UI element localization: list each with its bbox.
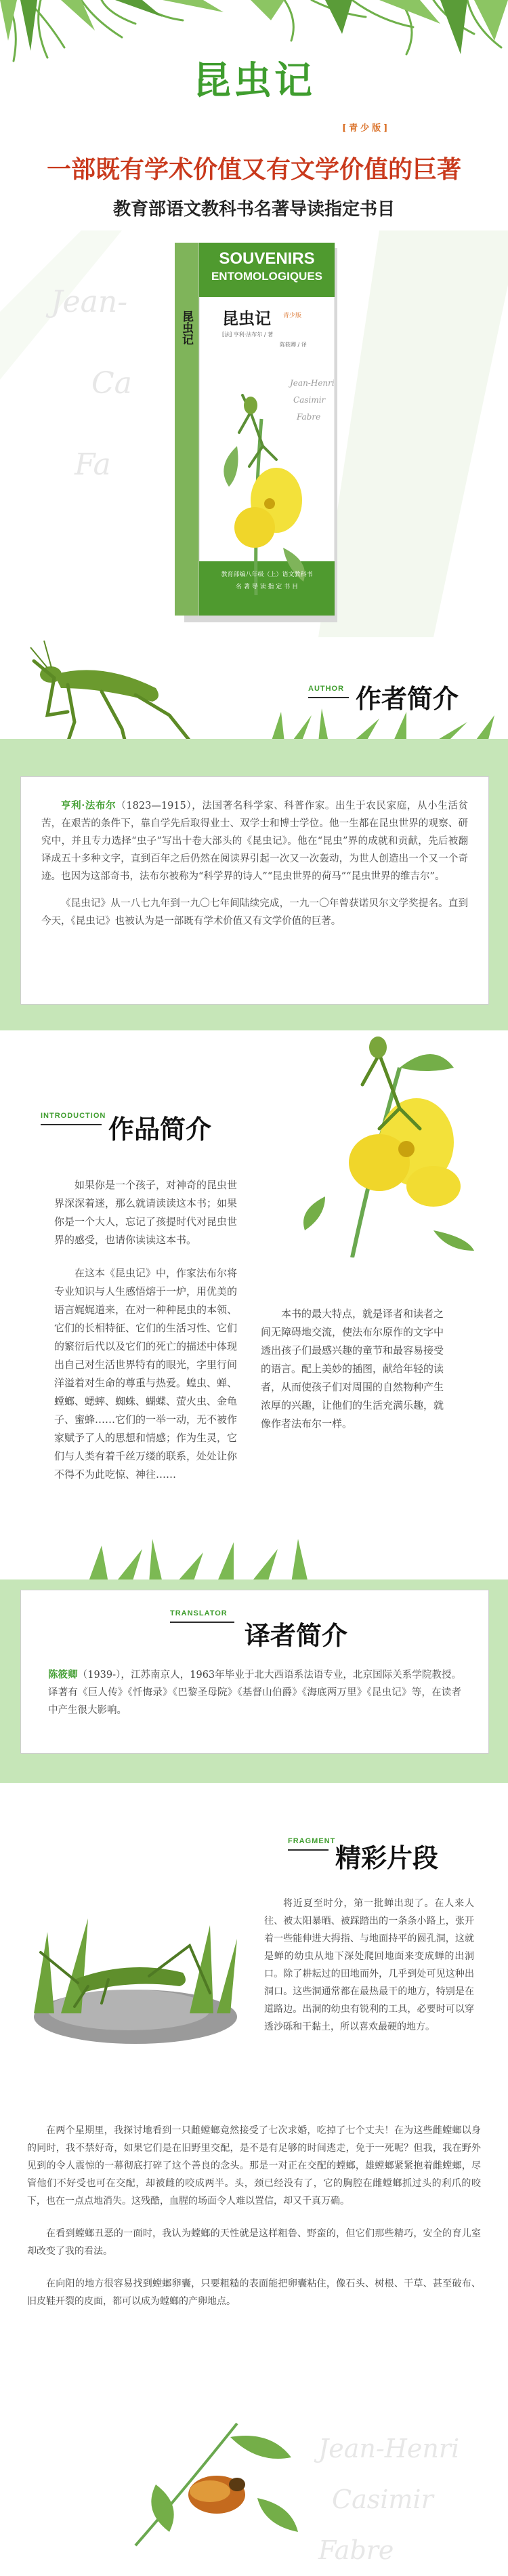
intro-label: INTRODUCTION	[41, 1112, 106, 1120]
bottom-watermark-line2: Casimir	[332, 2484, 433, 2514]
grass-divider-1	[0, 708, 508, 742]
book-title-bottom: ENTOMOLOGIQUES	[211, 270, 323, 283]
bottom-watermark-line3: Fabre	[318, 2535, 394, 2565]
book-cover-art	[175, 243, 337, 622]
book-script-2: Casimir	[293, 395, 326, 405]
page-subtitle: 一部既有学术价值又有文学价值的巨著	[46, 155, 461, 184]
watermark-line3: Fa	[75, 447, 111, 482]
fragment-title-line	[288, 1849, 329, 1851]
author-card	[20, 776, 489, 1005]
book-spine-title: 昆虫记	[179, 310, 193, 345]
book-footer-2: 名 著 导 读 指 定 书 目	[235, 584, 299, 590]
author-label: AUTHOR	[308, 685, 345, 693]
book-translator: 陈筱卿 / 译	[280, 342, 307, 348]
fragment-body	[27, 2122, 481, 2325]
book-script-3: Fabre	[297, 412, 321, 422]
bottom-watermark-line1: Jean-Henri	[318, 2434, 460, 2463]
intro-column-left	[54, 1176, 237, 1499]
book-title-top: SOUVENIRS	[219, 249, 315, 268]
intro-title: 作品简介	[108, 1114, 212, 1144]
flower-mantis-illustration	[298, 1027, 501, 1257]
fragment-paragraph-4: 在向阳的地方很容易找到螳螂卵囊，只要粗糙的表面能把卵囊粘住，像石头、树根、干草、甚至破布、旧皮鞋开裂的皮面，都可以成为螳螂的产卵地点。	[27, 2278, 481, 2307]
grass-divider-2	[0, 1535, 508, 1583]
page-tagline: 教育部语文教科书名著导读指定书目	[112, 199, 395, 220]
translator-label: TRANSLATOR	[170, 1609, 228, 1617]
book-footer-1: 教育部编八年级（上）语文教科书	[221, 571, 313, 578]
translator-title: 译者简介	[245, 1620, 348, 1651]
translator-card	[20, 1590, 489, 1754]
translator-name: 陈筱卿	[48, 1669, 78, 1681]
grasshopper-illustration	[27, 1891, 244, 2054]
fragment-label: FRAGMENT	[288, 1837, 336, 1845]
author-bio-paragraph: 亨利·法布尔（1823—1915），法国著名科学家、科普作家。出生于农民家庭，从小生活贫苦，在艰苦的条件下，靠自学先后取得业士、双学士和博士学位。他一生都在昆虫世界的观察、研究中，并且专力选择“虫子”写出十卷大部头的《昆虫记》。他在“昆虫”界的成就和贡献，先后被翻译成五十多种文字，直到百年之后仍然在阅读界引起一次又一次轰动，为世人创造出一个又一个奇迹。也因为这部奇书，法布尔被称为“科学界的诗人”“昆虫世界的荷马”“昆虫世界的维吉尔”。	[41, 800, 468, 882]
fragment-paragraph-2: 在两个星期里，我探讨地看到一只雌螳螂竟然接受了七次求婚，吃掉了七个丈夫！在为这些雌螳螂以身的同时，我不禁好奇，如果它们是在旧野里交配，是不是有足够的时间逃走，免于一死呢？但我，我在野外见到的令人震惊的一幕彻底打碎了这个善良的念头。那是一对正在交配的螳螂，雄螳螂紧紧抱着雌螳螂，尽管他们不好受也可在交配，却被雌的咬成两半。头，颈已经没有了，它的胸腔在雌螳螂抓过头的利爪的咬下，也在一点点地消失。这残酷，血腥的场面令人难以置信，却又千真万确。	[27, 2125, 481, 2207]
watermark-line2: Ca	[91, 366, 132, 401]
cicada-illustration	[129, 2410, 305, 2559]
book-cover	[175, 243, 337, 622]
author-book-paragraph: 《昆虫记》从一八七九年到一九〇七年间陆续完成，一九一〇年曾获诺贝尔文学奖提名。直到今天，《昆虫记》也被认为是一部既有学术价值又有文学价值的巨著。	[41, 898, 468, 927]
intro-paragraph-2: 在这本《昆虫记》中，作家法布尔将专业知识与人生感悟熔于一炉，用优美的语言娓娓道来，在对一种种昆虫的本领、它们的长相特征、它们的生活习性、它们的繁衍后代以及它们的死亡的描述中体现出自己对生活世界特有的眼光，字里行间洋溢着对生命的尊重与热爱。蝗虫、蝉、螳螂、蟋蟀、蜘蛛、蝴蝶、萤火虫、金龟子、蜜蜂……它们的一举一动，无不被作家赋予了人的思想和情感；作为生灵，它们与人类有着千丝万缕的联系，处处让你不得不为此吃惊、神往……	[54, 1267, 238, 1481]
author-title: 作者简介	[356, 683, 459, 714]
page-title: 昆虫记 [青少版]	[193, 58, 391, 134]
book-script-1: Jean-Henri	[290, 378, 335, 388]
fragment-paragraph-3: 在看到螳螂丑恶的一面时，我认为螳螂的天性就是这样粗鲁、野蛮的，但它们那些精巧，安全的育儿室却改变了我的看法。	[27, 2228, 481, 2257]
intro-paragraph-1: 如果你是一个孩子，对神奇的昆虫世界深深着迷，那么就请读读这本书；如果你是一个大人，忘记了孩提时代对昆虫世界的感受，也请你读读这本书。	[54, 1179, 238, 1246]
translator-bio: 陈筱卿（1939-），江苏南京人，1963年毕业于北大西语系法语专业，北京国际关系学院教授。译著有《巨人传》《忏悔录》《巴黎圣母院》《基督山伯爵》《海底两万里》《昆虫记》等，在读者中产生很大影响。	[48, 1669, 462, 1716]
fragment-paragraph-1-wrap	[264, 1895, 474, 2051]
book-author: [法] 亨利·法布尔 / 著	[222, 331, 274, 338]
watermark-line1: Jean-	[51, 285, 128, 319]
fragment-paragraph-1: 将近夏至时分，第一批蝉出现了。在人来人往、被太阳暴晒、被踩踏出的一条条小路上，张开着一些能伸进大拇指、与地面持平的圆孔洞，这就是蝉的幼虫从地下深处爬回地面来变成蝉的出洞口。除了耕耘过的田地而外，几乎到处可见这种出洞口。这些洞通常都在最热最干的地方，特别是在道路边。出洞的幼虫有锐利的工具，必要时可以穿透沙砾和干黏土，所以喜欢最硬的地方。	[264, 1898, 474, 2032]
author-name: 亨利·法布尔	[61, 800, 117, 811]
book-badge: 青少版	[283, 313, 302, 319]
intro-paragraph-3: 本书的最大特点，就是译者和读者之间无障碍地交流，使法布尔原作的文字中透出孩子们最感兴趣的童节和最容易接受的语言。配上美妙的插图，献给年轻的读者，从而使孩子们对周围的自然物种产生浓厚的兴趣，让他们的生活充满乐趣，就像作者法布尔一样。	[261, 1308, 444, 1430]
translator-title-line	[170, 1622, 234, 1623]
intro-title-line	[41, 1124, 102, 1125]
intro-column-right	[261, 1305, 444, 1448]
author-title-line	[308, 697, 349, 698]
fragment-title: 精彩片段	[335, 1843, 439, 1873]
title-badge: [青少版]	[342, 123, 391, 134]
book-cn-title: 昆虫记	[222, 308, 271, 328]
